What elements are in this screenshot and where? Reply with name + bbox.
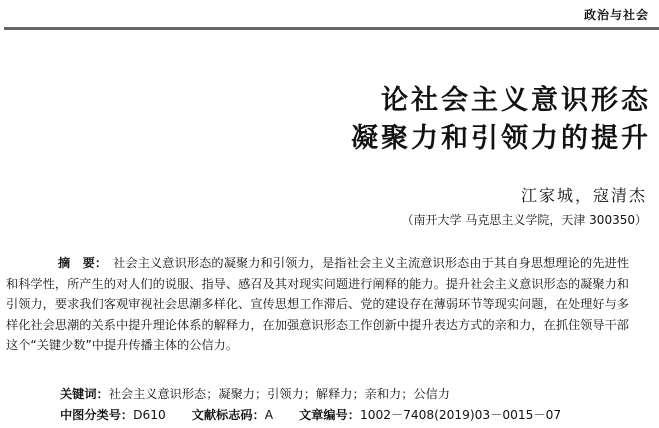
author-affiliation: （南开大学 马克思主义学院，天津 300350） [401, 213, 647, 227]
article-number [299, 408, 561, 422]
clc-number [60, 408, 166, 422]
doc-code-label: 文献标志码： [191, 408, 265, 422]
journal-section-name: 政治与社会 [583, 8, 649, 22]
abstract-label: 摘 要： [58, 256, 108, 270]
journal-header [0, 0, 659, 34]
document-code [192, 408, 273, 422]
doc-code-value: A [264, 408, 274, 422]
header-rule [4, 27, 659, 30]
title-line-2: 凝聚力和引领力的提升 [351, 123, 651, 154]
keywords-label: 关键词： [60, 387, 109, 401]
title-line-1: 论社会主义意识形态 [381, 85, 651, 116]
abstract [6, 253, 629, 356]
keywords-line [60, 385, 450, 402]
article-authors: 江家城，寇清杰 [520, 186, 647, 205]
article-metadata [60, 406, 583, 423]
keywords-text: 社会主义意识形态；凝聚力；引领力；解释力；亲和力；公信力 [108, 387, 450, 401]
clc-label: 中图分类号： [60, 408, 134, 422]
abstract-text: 社会主义意识形态的凝聚力和引领力，是指社会主义主流意识形态由于其自身思想理论的先进性和科学性，所产生的对人们的说服、指导、感召及其对现实问题进行阐释的能力。提升社会主义意识形态的凝聚力和引领力，要求我们客观审视社会思潮多样化、宣传思想工作滞后、党的建设存在薄弱环节等现实问题，在处理好与多样化社会思潮的关系中提升理论体系的解释力，在加强意识形态工作创新中提升表达方式的亲和力，在抓住领导干部这个“关键少数”中提升传播主体的公信力。 [6, 256, 630, 353]
article-number-label: 文章编号： [299, 408, 360, 422]
article-number-value: 1002－7408(2019)03－0015－07 [359, 408, 562, 422]
clc-value: D610 [133, 408, 166, 422]
article-title [351, 82, 651, 158]
